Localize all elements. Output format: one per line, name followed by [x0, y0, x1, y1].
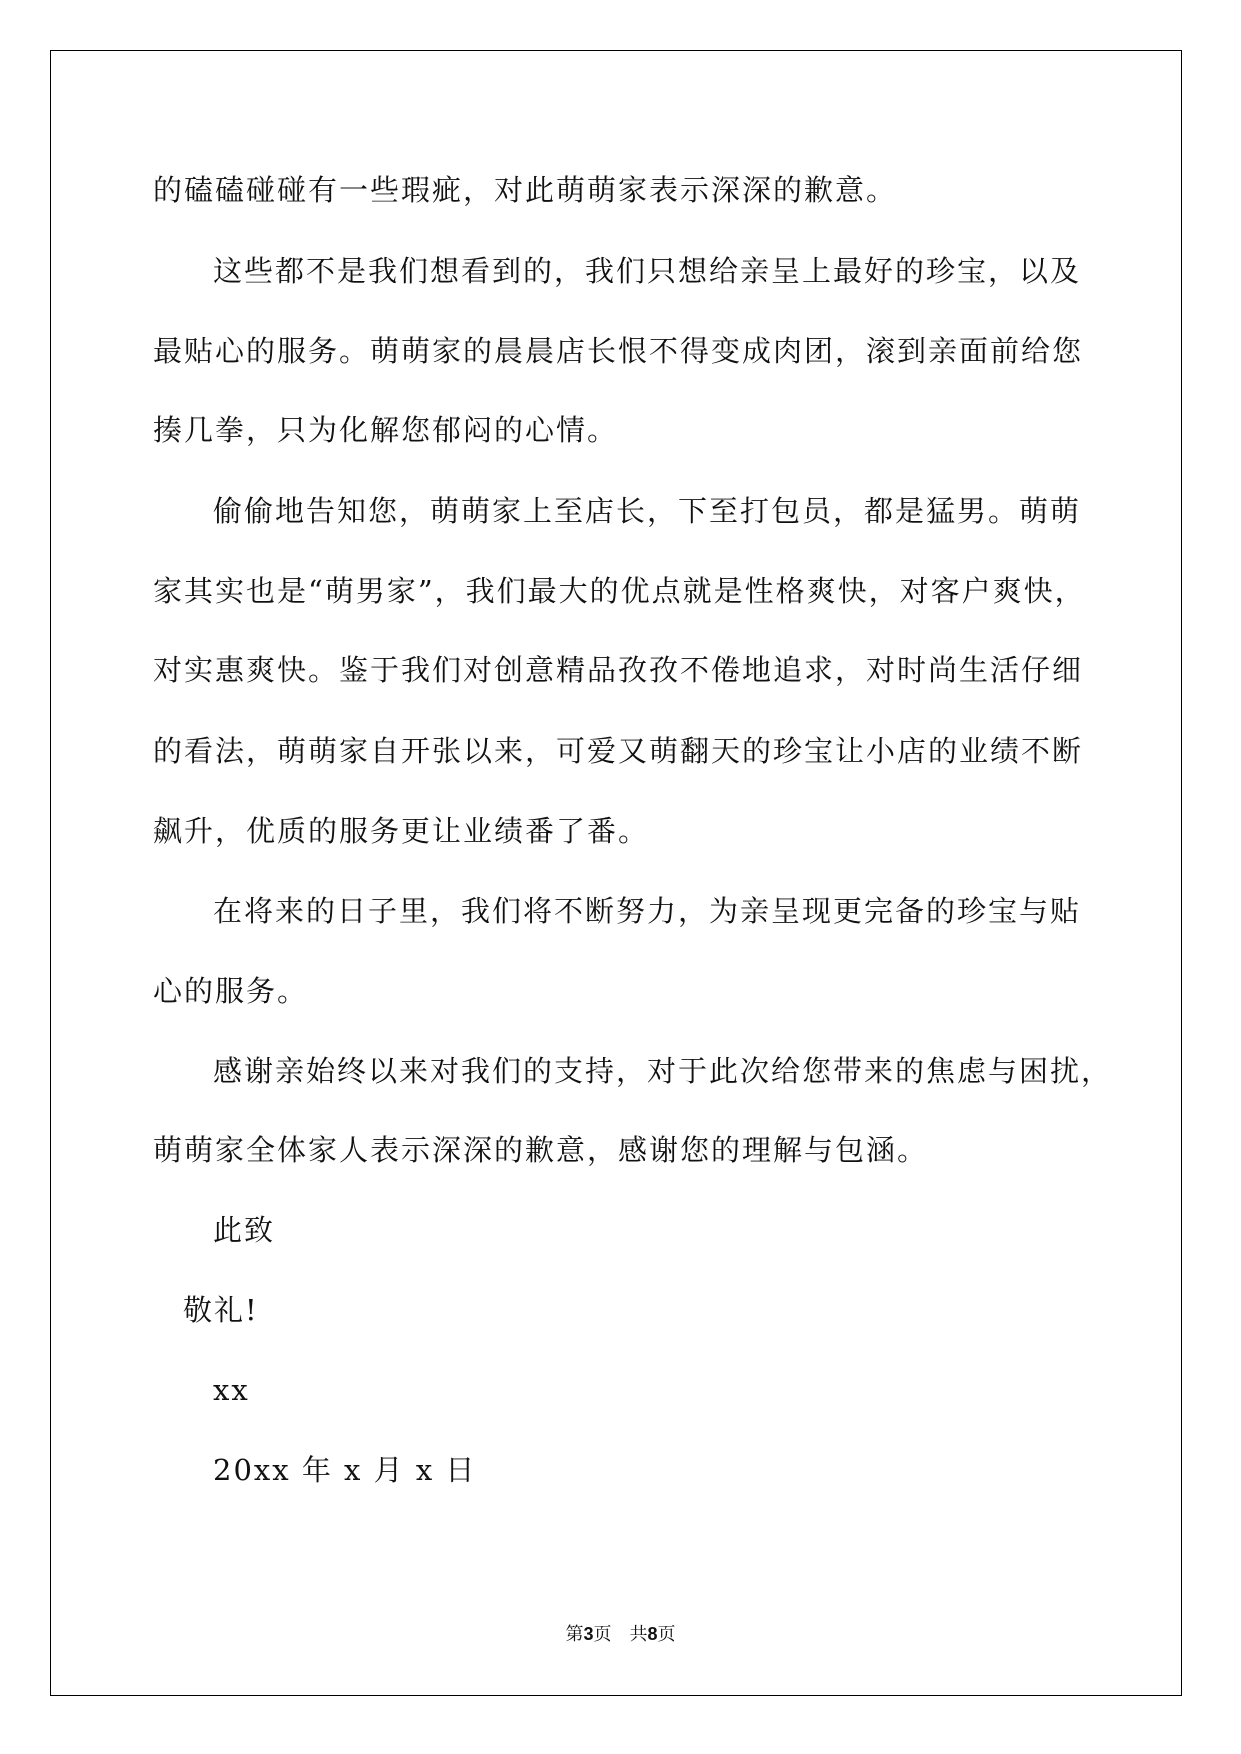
text-line-4: 揍几拳，只为化解您郁闷的心情。: [153, 413, 619, 447]
text-line-1: 的磕磕碰碰有一些瑕疵，对此萌萌家表示深深的歉意。: [153, 173, 898, 207]
text-line-12: 感谢亲始终以来对我们的支持，对于此次给您带来的焦虑与困扰，: [213, 1054, 1113, 1088]
footer-mid: 页 共: [593, 1624, 648, 1645]
closing-regards: 敬礼!: [183, 1293, 259, 1327]
signature: xx: [213, 1373, 250, 1407]
text-line-9: 飙升，优质的服务更让业绩番了番。: [153, 814, 650, 848]
date: 20xx 年 x 月 x 日: [213, 1453, 477, 1487]
page-border: [50, 50, 1182, 1696]
page-footer: [0, 1620, 1241, 1646]
text-line-6: 家其实也是“萌男家”，我们最大的优点就是性格爽快，对客户爽快，: [153, 574, 1086, 608]
page-number: 3: [583, 1624, 594, 1644]
text-line-11: 心的服务。: [153, 974, 309, 1008]
text-line-7: 对实惠爽快。鉴于我们对创意精品孜孜不倦地追求，对时尚生活仔细: [153, 653, 1084, 687]
closing-salutation: 此致: [213, 1213, 276, 1247]
text-line-3: 最贴心的服务。萌萌家的晨晨店长恨不得变成肉团，滚到亲面前给您: [153, 334, 1084, 368]
text-line-2: 这些都不是我们想看到的，我们只想给亲呈上最好的珍宝，以及: [213, 254, 1082, 288]
text-line-13: 萌萌家全体家人表示深深的歉意，感谢您的理解与包涵。: [153, 1133, 929, 1167]
footer-prefix: 第: [565, 1624, 584, 1645]
text-line-8: 的看法，萌萌家自开张以来，可爱又萌翻天的珍宝让小店的业绩不断: [153, 734, 1084, 768]
total-pages: 8: [647, 1624, 658, 1644]
footer-suffix: 页: [657, 1624, 676, 1645]
text-line-5: 偷偷地告知您，萌萌家上至店长，下至打包员，都是猛男。萌萌: [213, 494, 1082, 528]
text-line-10: 在将来的日子里，我们将不断努力，为亲呈现更完备的珍宝与贴: [213, 894, 1082, 928]
